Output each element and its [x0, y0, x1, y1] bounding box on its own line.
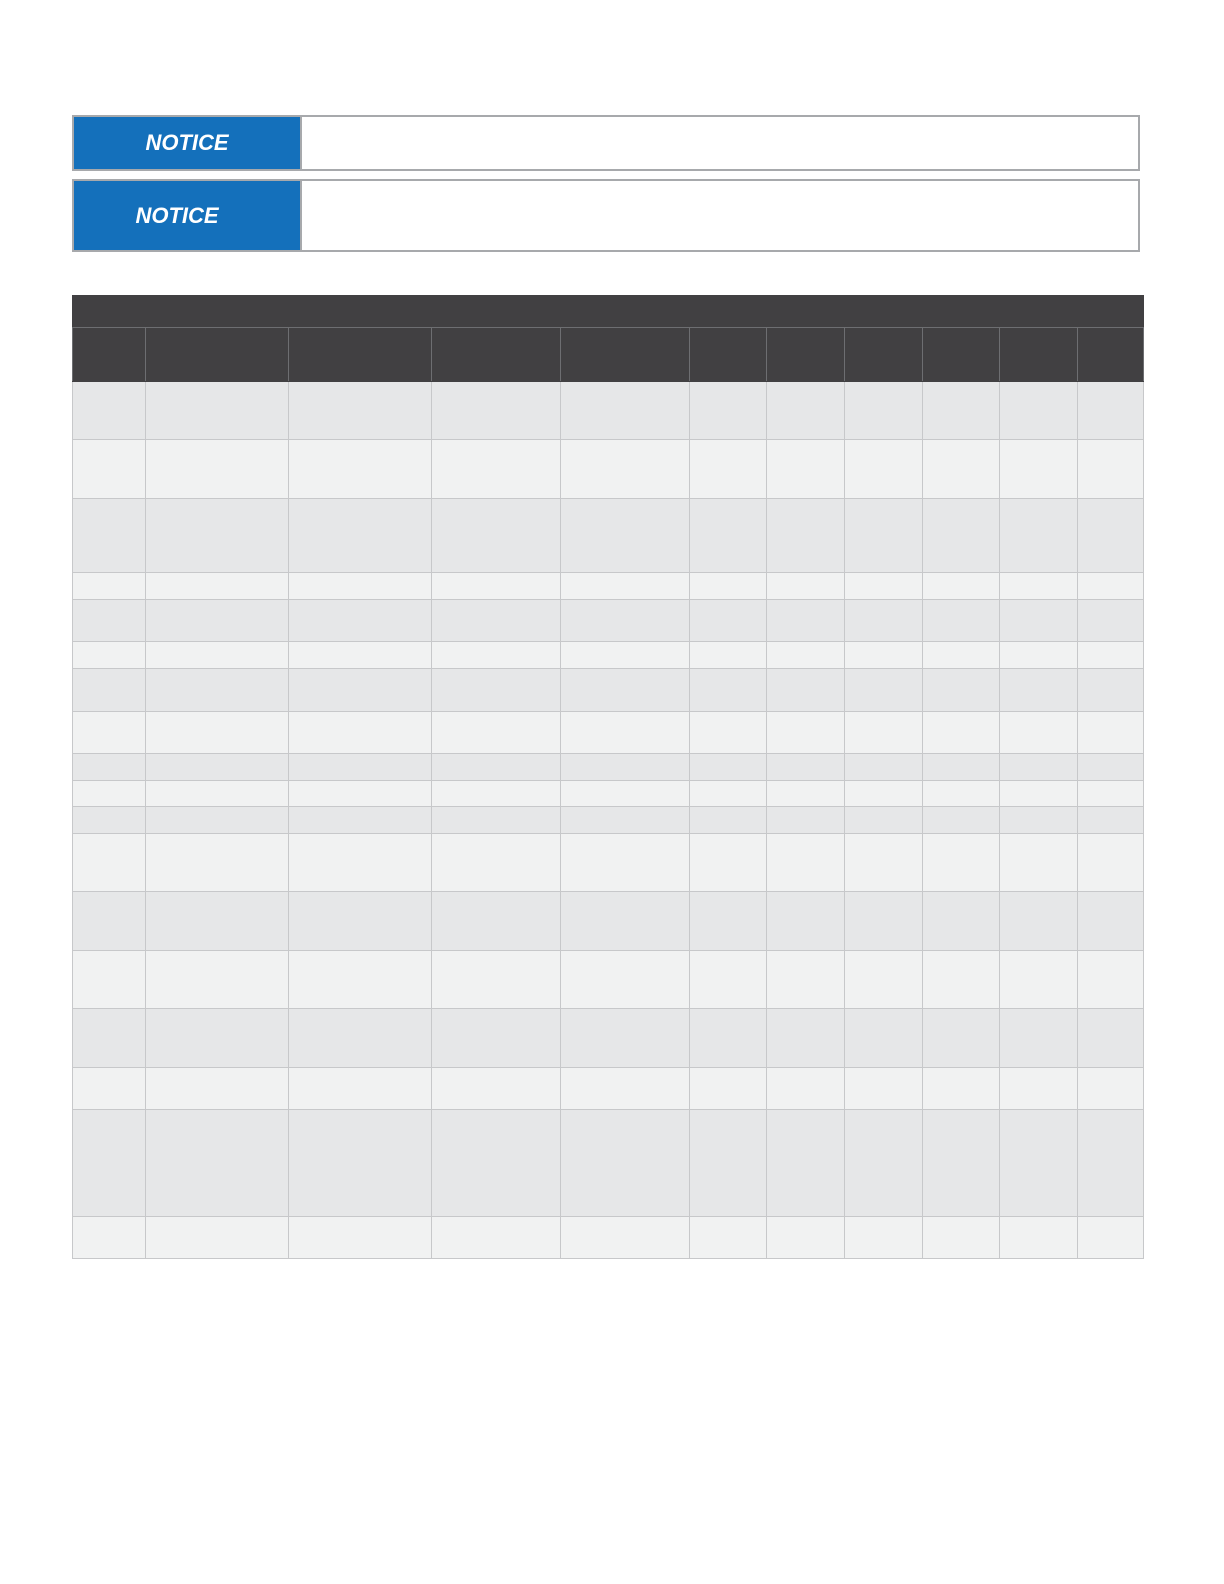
table-cell — [73, 807, 146, 834]
table-cell — [1000, 892, 1078, 951]
table-cell — [146, 440, 289, 499]
table-cell — [690, 642, 767, 669]
table-cell — [845, 712, 923, 754]
table-cell — [767, 834, 845, 892]
table-cell — [73, 1110, 146, 1217]
table-row — [73, 1217, 1144, 1259]
table-cell — [690, 1009, 767, 1068]
table-cell — [845, 573, 923, 600]
table-cell — [289, 573, 432, 600]
table-cell — [73, 781, 146, 807]
column-header — [845, 328, 923, 382]
table-cell — [845, 1217, 923, 1259]
table-cell — [73, 669, 146, 712]
table-cell — [767, 669, 845, 712]
table-cell — [1000, 382, 1078, 440]
table-cell — [561, 573, 690, 600]
table-cell — [432, 807, 561, 834]
table-cell — [690, 573, 767, 600]
table-cell — [767, 382, 845, 440]
table-cell — [432, 642, 561, 669]
table-cell — [1078, 951, 1144, 1009]
table-cell — [146, 781, 289, 807]
table-cell — [845, 781, 923, 807]
table-cell — [73, 440, 146, 499]
table-cell — [289, 712, 432, 754]
table-cell — [1000, 642, 1078, 669]
table-cell — [767, 642, 845, 669]
table-cell — [923, 1217, 1000, 1259]
table-cell — [845, 1068, 923, 1110]
table-row — [73, 754, 1144, 781]
table-cell — [767, 892, 845, 951]
table-cell — [289, 382, 432, 440]
table-cell — [432, 1009, 561, 1068]
table-cell — [561, 1068, 690, 1110]
table-cell — [561, 1217, 690, 1259]
table-cell — [561, 951, 690, 1009]
table-cell — [923, 951, 1000, 1009]
table-cell — [1000, 440, 1078, 499]
table-cell — [73, 600, 146, 642]
table-cell — [1078, 440, 1144, 499]
table-cell — [289, 669, 432, 712]
table-cell — [767, 573, 845, 600]
table-cell — [690, 382, 767, 440]
table-cell — [561, 600, 690, 642]
table-cell — [73, 1068, 146, 1110]
table-cell — [1000, 573, 1078, 600]
column-header — [146, 328, 289, 382]
table-cell — [146, 642, 289, 669]
column-header — [1000, 328, 1078, 382]
table-cell — [690, 1068, 767, 1110]
table-cell — [1078, 669, 1144, 712]
table-cell — [1078, 1009, 1144, 1068]
table-cell — [767, 712, 845, 754]
table-cell — [690, 754, 767, 781]
table-cell — [561, 754, 690, 781]
table-cell — [845, 754, 923, 781]
table-cell — [923, 382, 1000, 440]
table-cell — [289, 834, 432, 892]
table-cell — [1000, 1068, 1078, 1110]
table-cell — [1000, 1110, 1078, 1217]
table-cell — [1000, 712, 1078, 754]
table-cell — [432, 712, 561, 754]
table-cell — [1000, 807, 1078, 834]
table-cell — [690, 669, 767, 712]
table-cell — [146, 834, 289, 892]
table-cell — [561, 834, 690, 892]
table-cell — [432, 440, 561, 499]
table-cell — [1078, 1217, 1144, 1259]
table-cell — [432, 892, 561, 951]
table-cell — [923, 1110, 1000, 1217]
table-row — [73, 834, 1144, 892]
table-cell — [146, 1009, 289, 1068]
table-cell — [767, 600, 845, 642]
table-row — [73, 600, 1144, 642]
table-cell — [767, 951, 845, 1009]
spec-table-container — [72, 295, 1143, 1259]
table-cell — [690, 892, 767, 951]
table-cell — [1000, 669, 1078, 712]
table-cell — [432, 754, 561, 781]
table-row — [73, 1068, 1144, 1110]
table-cell — [1000, 1217, 1078, 1259]
table-cell — [690, 951, 767, 1009]
table-cell — [73, 382, 146, 440]
table-cell — [73, 1009, 146, 1068]
table-cell — [73, 951, 146, 1009]
table-row — [73, 669, 1144, 712]
table-cell — [146, 600, 289, 642]
table-cell — [432, 382, 561, 440]
table-cell — [73, 1217, 146, 1259]
table-cell — [1078, 499, 1144, 573]
table-cell — [767, 1110, 845, 1217]
table-cell — [1000, 499, 1078, 573]
table-cell — [1078, 642, 1144, 669]
table-cell — [561, 1110, 690, 1217]
table-body — [73, 382, 1144, 1259]
table-cell — [146, 1110, 289, 1217]
table-cell — [289, 1110, 432, 1217]
table-cell — [561, 382, 690, 440]
column-header — [1078, 328, 1144, 382]
table-cell — [845, 892, 923, 951]
table-cell — [146, 951, 289, 1009]
table-cell — [561, 781, 690, 807]
table-cell — [146, 754, 289, 781]
table-cell — [289, 1217, 432, 1259]
table-cell — [432, 834, 561, 892]
table-cell — [561, 1009, 690, 1068]
table-cell — [767, 440, 845, 499]
table-cell — [923, 499, 1000, 573]
table-cell — [432, 669, 561, 712]
table-row — [73, 440, 1144, 499]
table-cell — [146, 807, 289, 834]
table-cell — [561, 712, 690, 754]
table-cell — [923, 1009, 1000, 1068]
table-cell — [289, 807, 432, 834]
table-row — [73, 712, 1144, 754]
table-cell — [1078, 807, 1144, 834]
table-row — [73, 642, 1144, 669]
table-cell — [845, 499, 923, 573]
table-cell — [73, 754, 146, 781]
table-cell — [845, 642, 923, 669]
table-cell — [561, 440, 690, 499]
table-cell — [289, 642, 432, 669]
table-cell — [923, 1068, 1000, 1110]
table-cell — [845, 1110, 923, 1217]
notice-label: NOTICE — [74, 181, 302, 250]
table-row — [73, 892, 1144, 951]
table-cell — [432, 499, 561, 573]
table-cell — [146, 573, 289, 600]
table-cell — [690, 781, 767, 807]
table-cell — [73, 573, 146, 600]
table-cell — [767, 754, 845, 781]
table-row — [73, 1009, 1144, 1068]
table-cell — [690, 1217, 767, 1259]
column-header — [73, 328, 146, 382]
table-cell — [73, 834, 146, 892]
table-cell — [289, 440, 432, 499]
table-row — [73, 573, 1144, 600]
table-cell — [923, 440, 1000, 499]
table-cell — [923, 834, 1000, 892]
table-cell — [289, 951, 432, 1009]
notice-box-2 — [72, 179, 1140, 252]
column-header — [690, 328, 767, 382]
table-cell — [845, 807, 923, 834]
notice-text — [302, 117, 1138, 169]
notice-label: NOTICE — [74, 117, 302, 169]
table-cell — [923, 712, 1000, 754]
table-cell — [432, 781, 561, 807]
notice-text — [302, 181, 1138, 250]
table-cell — [432, 951, 561, 1009]
table-cell — [690, 712, 767, 754]
table-cell — [561, 892, 690, 951]
table-cell — [289, 1009, 432, 1068]
table-cell — [690, 499, 767, 573]
table-cell — [1078, 834, 1144, 892]
table-cell — [767, 499, 845, 573]
table-cell — [146, 669, 289, 712]
table-cell — [561, 499, 690, 573]
table-cell — [690, 1110, 767, 1217]
table-cell — [73, 499, 146, 573]
column-header — [923, 328, 1000, 382]
table-cell — [923, 781, 1000, 807]
table-cell — [1000, 834, 1078, 892]
table-row — [73, 807, 1144, 834]
table-row — [73, 781, 1144, 807]
table-cell — [289, 892, 432, 951]
table-cell — [845, 834, 923, 892]
table-cell — [845, 1009, 923, 1068]
table-cell — [146, 1217, 289, 1259]
table-cell — [561, 642, 690, 669]
column-header — [767, 328, 845, 382]
notice-box-1 — [72, 115, 1140, 171]
table-cell — [561, 807, 690, 834]
table-cell — [923, 669, 1000, 712]
table-cell — [1078, 382, 1144, 440]
table-cell — [1000, 781, 1078, 807]
table-cell — [432, 600, 561, 642]
table-cell — [923, 807, 1000, 834]
table-cell — [690, 440, 767, 499]
table-cell — [1078, 573, 1144, 600]
table-cell — [289, 499, 432, 573]
table-cell — [1078, 754, 1144, 781]
table-cell — [690, 834, 767, 892]
column-header — [561, 328, 690, 382]
table-title — [73, 296, 1144, 328]
column-header — [289, 328, 432, 382]
table-cell — [923, 892, 1000, 951]
table-cell — [923, 600, 1000, 642]
table-cell — [146, 712, 289, 754]
table-row — [73, 951, 1144, 1009]
table-cell — [845, 382, 923, 440]
table-cell — [845, 951, 923, 1009]
table-cell — [289, 600, 432, 642]
table-cell — [1078, 781, 1144, 807]
table-cell — [1078, 892, 1144, 951]
table-cell — [289, 1068, 432, 1110]
column-header — [432, 328, 561, 382]
table-cell — [432, 1110, 561, 1217]
table-cell — [845, 669, 923, 712]
table-cell — [767, 807, 845, 834]
table-cell — [767, 781, 845, 807]
table-cell — [1000, 1009, 1078, 1068]
table-row — [73, 1110, 1144, 1217]
table-cell — [767, 1217, 845, 1259]
table-cell — [73, 642, 146, 669]
table-cell — [767, 1009, 845, 1068]
table-cell — [1078, 600, 1144, 642]
table-cell — [73, 712, 146, 754]
table-cell — [146, 499, 289, 573]
table-cell — [146, 1068, 289, 1110]
table-cell — [73, 892, 146, 951]
table-cell — [923, 754, 1000, 781]
table-cell — [1000, 951, 1078, 1009]
table-header-row — [73, 328, 1144, 382]
table-cell — [1078, 1110, 1144, 1217]
table-cell — [432, 1068, 561, 1110]
table-cell — [1078, 712, 1144, 754]
table-title-row — [73, 296, 1144, 328]
table-cell — [561, 669, 690, 712]
table-cell — [690, 600, 767, 642]
table-cell — [1078, 1068, 1144, 1110]
table-cell — [1000, 754, 1078, 781]
table-cell — [432, 1217, 561, 1259]
table-cell — [1000, 600, 1078, 642]
table-cell — [845, 440, 923, 499]
table-cell — [767, 1068, 845, 1110]
table-cell — [923, 642, 1000, 669]
table-cell — [146, 892, 289, 951]
table-row — [73, 499, 1144, 573]
table-cell — [845, 600, 923, 642]
table-cell — [923, 573, 1000, 600]
table-row — [73, 382, 1144, 440]
table-cell — [289, 781, 432, 807]
table-cell — [432, 573, 561, 600]
table-cell — [289, 754, 432, 781]
spec-table — [72, 295, 1144, 1259]
table-cell — [146, 382, 289, 440]
table-cell — [690, 807, 767, 834]
